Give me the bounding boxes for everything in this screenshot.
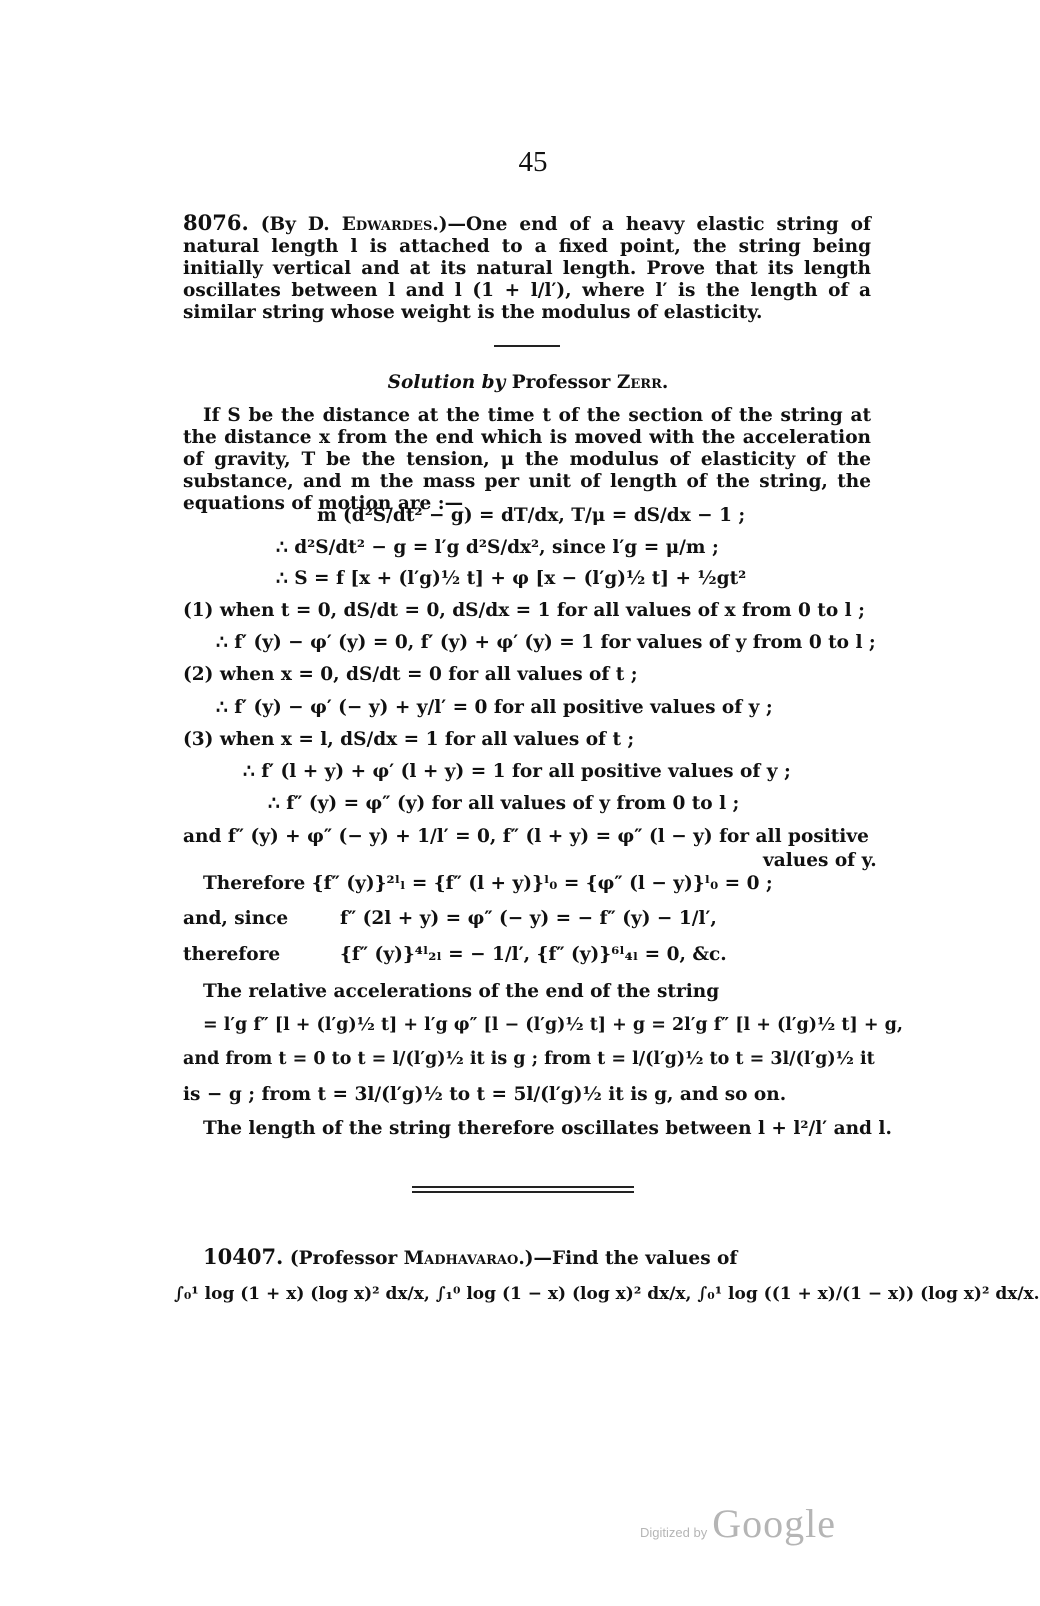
problem-text: —Find the values of bbox=[533, 1248, 738, 1269]
watermark-prefix: Digitized by bbox=[640, 1525, 708, 1540]
solution-intro: If S be the distance at the time t of the section of the string at the distance x from the end which is moved with the acceleration of gravity, T be the tension, μ the modulus of elasticity of the substance, and m the mass per unit of length of the string, the equations of motion are :— bbox=[183, 405, 871, 514]
equation-line: (2) when x = 0, dS/dt = 0 for all values of t ; bbox=[183, 664, 638, 685]
watermark-brand: Google bbox=[712, 1501, 837, 1546]
equation-line: and from t = 0 to t = l/(l′g)½ it is g ; from t = l/(l′g)½ to t = 3l/(l′g)½ it bbox=[183, 1049, 875, 1069]
integrals-line: ∫₀¹ log (1 + x) (log x)² dx/x, ∫₁⁰ log (1 − x) (log x)² dx/x, ∫₀¹ log ((1 + x)/(1 − x)) (log x)² dx/x. bbox=[174, 1284, 1040, 1304]
problem-text: —One end of a heavy elastic string of natural length l is attached to a fixed point, the string being initially vertical and at its natural length. Prove that its length oscillates between l and l (1 + l/l′), where l′ is the length of a similar string whose weight is the modulus of elasticity. bbox=[183, 214, 871, 323]
equation-line: ∴ S = f [x + (l′g)½ t] + φ [x − (l′g)½ t] + ½gt² bbox=[276, 568, 747, 589]
equation-line: ∴ f″ (y) = φ″ (y) for all values of y from 0 to l ; bbox=[268, 793, 740, 814]
author-suffix: .) bbox=[518, 1248, 534, 1269]
problem-10407 bbox=[203, 1244, 737, 1269]
equation-line: {f″ (y)}⁴ˡ₂ₗ = − 1/l′, {f″ (y)}⁶ˡ₄ₗ = 0, &c. bbox=[340, 944, 727, 965]
equation-line: and f″ (y) + φ″ (− y) + 1/l′ = 0, f″ (l + y) = φ″ (l − y) for all positive bbox=[183, 826, 869, 847]
equation-line: = l′g f″ [l + (l′g)½ t] + l′g φ″ [l − (l′g)½ t] + g = 2l′g f″ [l + (l′g)½ t] + g, bbox=[203, 1015, 903, 1035]
equation-line: therefore bbox=[183, 944, 281, 965]
equation-line: ∴ f′ (l + y) + φ′ (l + y) = 1 for all positive values of y ; bbox=[243, 761, 791, 782]
solution-italic: Solution by bbox=[387, 372, 506, 393]
equation-line: f″ (2l + y) = φ″ (− y) = − f″ (y) − 1/l′, bbox=[340, 908, 717, 929]
solution-end: . bbox=[661, 372, 669, 393]
author-name: Edwardes bbox=[341, 214, 433, 235]
equation-line: The relative accelerations of the end of the string bbox=[203, 981, 720, 1002]
solution-heading bbox=[183, 372, 873, 393]
equation-line: ∴ f′ (y) − φ′ (− y) + y/l′ = 0 for all positive values of y ; bbox=[216, 697, 773, 718]
problem-id: 8076. bbox=[183, 210, 249, 235]
page-number: 45 bbox=[518, 146, 548, 178]
solution-rest: Professor bbox=[505, 372, 617, 393]
author-name: Madhavarao bbox=[403, 1248, 519, 1269]
equation-line: ∴ f′ (y) − φ′ (y) = 0, f′ (y) + φ′ (y) = 1 for values of y from 0 to l ; bbox=[216, 632, 876, 653]
author-prefix: (By D. bbox=[260, 214, 342, 235]
equation-line: m (d²S/dt² − g) = dT/dx, T/μ = dS/dx − 1 ; bbox=[317, 505, 746, 526]
equation-line: is − g ; from t = 3l/(l′g)½ to t = 5l/(l′g)½ it is g, and so on. bbox=[183, 1084, 787, 1105]
equation-line: and, since bbox=[183, 908, 289, 929]
equation-line: Therefore {f″ (y)}²ˡₗ = {f″ (l + y)}ˡ₀ = {φ″ (l − y)}ˡ₀ = 0 ; bbox=[203, 873, 773, 894]
equation-line: ∴ d²S/dt² − g = l′g d²S/dx², since l′g = μ/m ; bbox=[276, 537, 719, 558]
google-watermark bbox=[640, 1500, 836, 1547]
equation-line: values of y. bbox=[763, 850, 877, 871]
section-rule bbox=[494, 345, 560, 347]
double-rule-bottom bbox=[412, 1191, 634, 1193]
author-prefix: (Professor bbox=[289, 1248, 404, 1269]
equation-line: (3) when x = l, dS/dx = 1 for all values of t ; bbox=[183, 729, 635, 750]
problem-8076 bbox=[183, 212, 871, 324]
author-suffix: .) bbox=[432, 214, 448, 235]
equation-line: (1) when t = 0, dS/dt = 0, dS/dx = 1 for all values of x from 0 to l ; bbox=[183, 600, 865, 621]
double-rule-top bbox=[412, 1186, 634, 1188]
problem-id: 10407. bbox=[203, 1244, 284, 1269]
solution-author: Zerr bbox=[616, 372, 662, 393]
equation-line: The length of the string therefore oscillates between l + l²/l′ and l. bbox=[203, 1118, 892, 1139]
